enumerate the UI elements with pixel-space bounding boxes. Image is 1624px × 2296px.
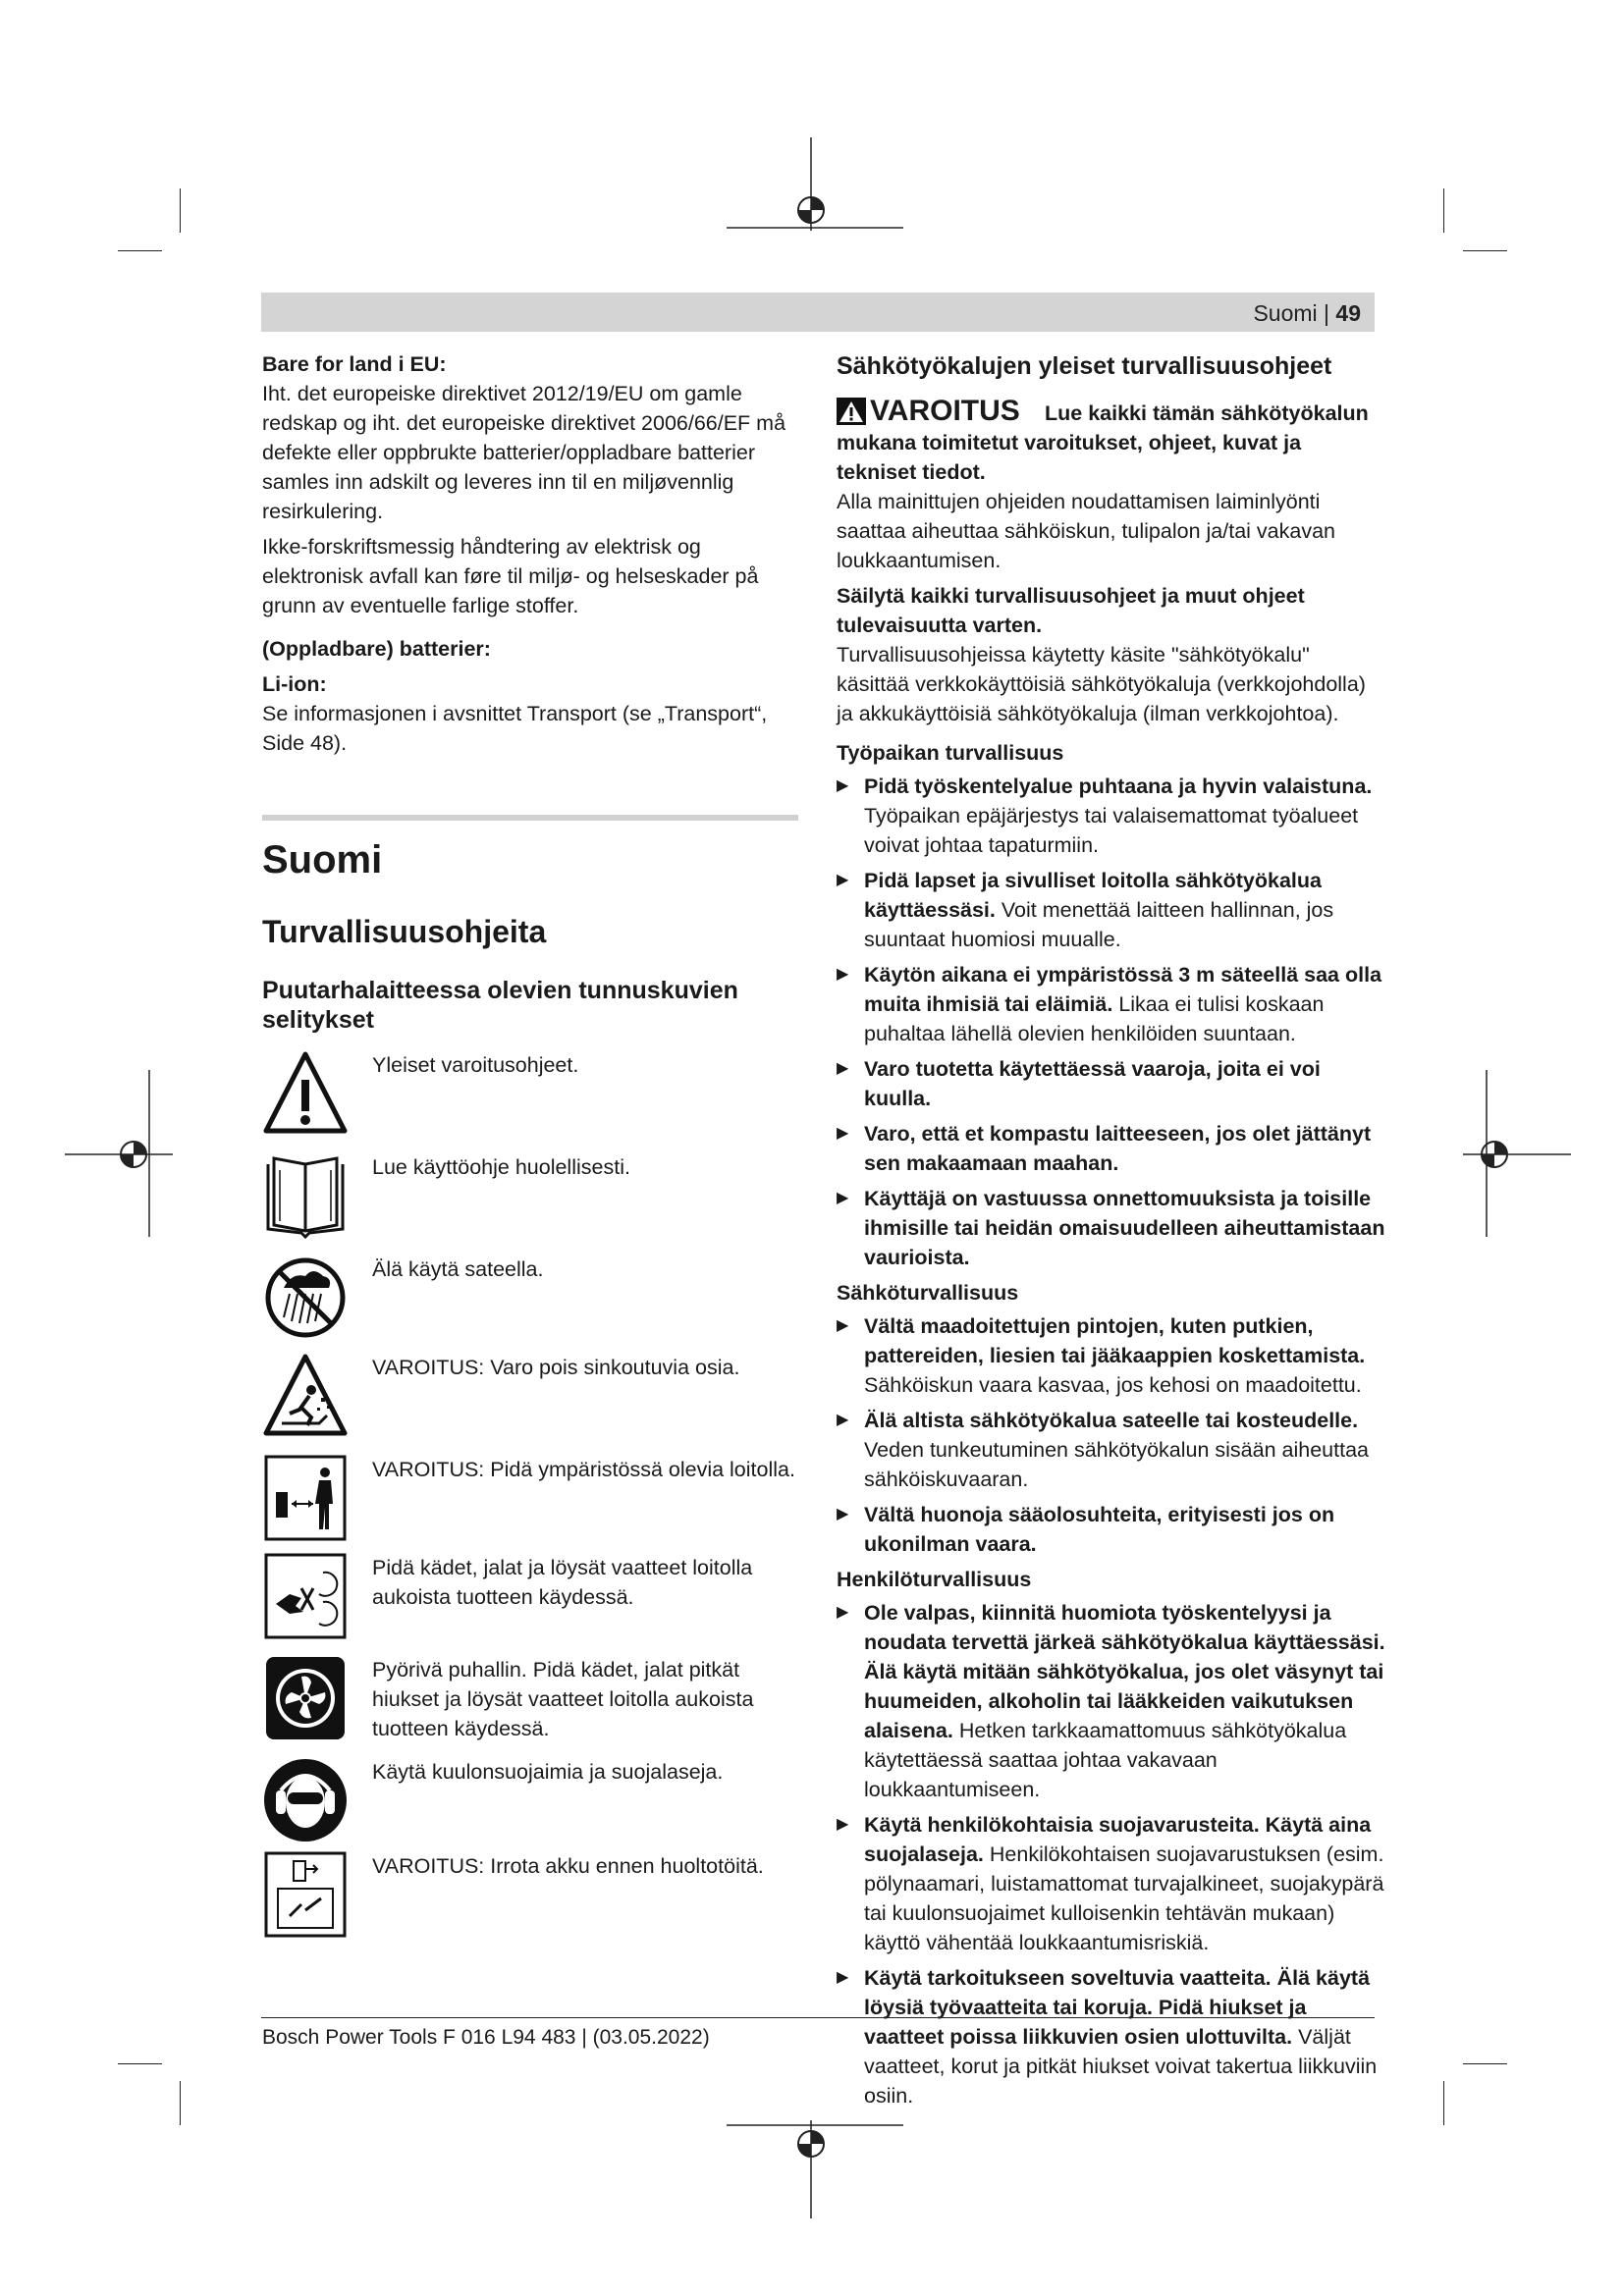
registration-mark-icon	[1463, 1070, 1571, 1237]
bullet-bold: Älä altista sähkötyökalua sateelle tai kosteudelle.	[864, 1409, 1359, 1432]
bullet-bold: Käytä tarkoitukseen soveltuvia vaatteita. Älä käytä löysiä työvaatteita tai koruja. Pidä hiukset ja vaatteet poissa liikkuvien osien ulottuvilta.	[864, 1966, 1371, 2049]
symbol-text: Yleiset varoitusohjeet.	[372, 1053, 579, 1077]
language-title: Suomi	[262, 838, 383, 881]
bullet-bold: Käytä henkilökohtaisia suojavarusteita. Käytä aina suojalaseja.	[864, 1813, 1372, 1866]
symbol-row	[262, 1351, 797, 1453]
bullet-bold: Ole valpas, kiinnitä huomiota työskentelyysi ja noudata tervettä järkeä sähkötyökalua käyttäessäsi. Älä käytä mitään sähkötyökalua, jos olet väsynyt tai huumeiden, alkoholin tai lääkkeiden vaikutuksen alaisena.	[864, 1601, 1385, 1742]
crop-mark	[1463, 2063, 1507, 2064]
section-title: Työpaikan turvallisuus	[837, 741, 1064, 765]
keep-distance-icon	[262, 1453, 349, 1543]
list-item	[837, 772, 1386, 860]
list-item	[837, 1810, 1386, 1957]
list-item	[837, 1311, 1386, 1400]
bullet-text: Hetken tarkkaamattomuus sähkötyökalua käytettäessä saattaa johtaa vakavaan loukkaantumiseen.	[864, 1719, 1347, 1801]
eu-text-2: Ikke-forskriftsmessig håndtering av elektrisk og elektronisk avfall kan føre til miljø- og helseskader på grunn av eventuelle farlige stoffer.	[262, 535, 759, 617]
symbol-row	[262, 1150, 797, 1253]
symbol-row	[262, 1755, 797, 1849]
bullet-bold: Käyttäjä on vastuussa onnettomuuksista ja toisille ihmisille tai heidän omaisuudelleen aiheuttamistaan vaurioista.	[864, 1187, 1385, 1269]
crop-mark	[1443, 2081, 1444, 2125]
bullet-bold: Varo, että et kompastu laitteeseen, jos olet jättänyt sen makaamaan maahan.	[864, 1122, 1372, 1175]
symbol-text: VAROITUS: Irrota akku ennen huoltotöitä.	[372, 1854, 764, 1878]
list-item	[837, 960, 1386, 1048]
warning-triangle-icon	[837, 398, 866, 425]
bullet-text: Sähköiskun vaara kasvaa, jos kehosi on maadoitettu.	[864, 1373, 1362, 1397]
safety-title: Turvallisuusohjeita	[262, 914, 547, 949]
bullet-bold: Pidä lapset ja sivulliset loitolla sähkötyökalua käyttäessäsi.	[864, 869, 1322, 922]
eu-text: Iht. det europeiske direktivet 2012/19/EU om gamle redskap og iht. det europeiske direktivet 2006/66/EF må defekte eller oppbrukte batterier/oppladbare batterier samles inn adskilt og leveres inn til en miljøvennlig resirkulering.	[262, 382, 786, 523]
symbol-row	[262, 1253, 797, 1351]
battery-heading: (Oppladbare) batterier:	[262, 637, 491, 661]
left-column	[262, 349, 797, 1948]
symbol-row	[262, 1653, 797, 1755]
rotating-fan-icon	[262, 1653, 349, 1743]
registration-mark-icon	[65, 1070, 173, 1237]
bullet-bold: Varo tuotetta käytettäessä vaaroja, joita ei voi kuulla.	[864, 1057, 1321, 1110]
safety-sections	[837, 738, 1386, 2110]
crop-mark	[1443, 188, 1444, 233]
warning-triangle-icon	[262, 1048, 349, 1139]
warning-label	[837, 395, 1020, 428]
page-number: 49	[1335, 300, 1361, 326]
right-column	[837, 349, 1386, 2116]
no-rain-icon	[262, 1253, 349, 1343]
symbol-row	[262, 1551, 797, 1653]
liion-heading: Li-ion:	[262, 672, 327, 696]
page-header	[261, 293, 1375, 332]
general-safety-heading: Sähkötyökalujen yleiset turvallisuusohjeet	[837, 352, 1332, 380]
page-header-label: Suomi | 49	[1253, 300, 1361, 326]
symbol-row	[262, 1849, 797, 1948]
footer-text: Bosch Power Tools F 016 L94 483 | (03.05.2022)	[262, 2026, 710, 2049]
bullet-bold: Käytön aikana ei ympäristössä 3 m säteellä saa olla muita ihmisiä tai eläimiä.	[864, 963, 1382, 1016]
list-item	[837, 1598, 1386, 1804]
crop-mark	[1463, 250, 1507, 251]
warning-label-text: VAROITUS	[870, 395, 1020, 427]
symbol-text: VAROITUS: Varo pois sinkoutuvia osia.	[372, 1356, 740, 1379]
bullet-bold: Vältä huonoja sääolosuhteita, erityisesti jos on ukonilman vaara.	[864, 1503, 1335, 1556]
bullet-text: Veden tunkeutuminen sähkötyökalun sisään aiheuttaa sähköiskuvaaran.	[864, 1438, 1369, 1491]
term-definition: Turvallisuusohjeissa käytetty käsite "sähkötyökalu" käsittää verkkokäyttöisiä sähkötyökaluja (verkkojohdolla) ja akkukäyttöisiä sähkötyökaluja (ilman verkkojohtoa).	[837, 643, 1366, 725]
keep-hands-away-icon	[262, 1551, 349, 1641]
header-language: Suomi	[1253, 300, 1318, 326]
symbol-text: Pidä kädet, jalat ja löysät vaatteet loitolla aukoista tuotteen käydessä.	[372, 1556, 753, 1609]
bullet-text: Henkilökohtaisen suojavarustuksen (esim. pölynaamari, luistamattomat turvajalkineet, suojakypärä tai kuulonsuojaimet kulloisenkin tehtävän mukaan) käyttö vähentää loukkaantumisriskiä.	[864, 1842, 1384, 1954]
list-item	[837, 1406, 1386, 1494]
section-title: Sähköturvallisuus	[837, 1281, 1019, 1305]
bullet-text: Väljät vaatteet, korut ja pitkät hiukset voivat takertua liikkuviin osiin.	[864, 2025, 1378, 2108]
section-divider	[262, 815, 798, 821]
symbol-text: Käytä kuulonsuojaimia ja suojalaseja.	[372, 1760, 724, 1784]
keep-instructions: Säilytä kaikki turvallisuusohjeet ja muut ohjeet tulevaisuutta varten.	[837, 584, 1305, 637]
ear-eye-protection-icon	[262, 1755, 349, 1845]
symbols-title: Puutarhalaitteessa olevien tunnuskuvien selitykset	[262, 977, 738, 1034]
symbol-row	[262, 1048, 797, 1150]
liion-text: Se informasjonen i avsnittet Transport (se „Transport“, Side 48).	[262, 702, 768, 755]
crop-mark	[118, 250, 162, 251]
list-item	[837, 1184, 1386, 1272]
list-item	[837, 1500, 1386, 1559]
list-item	[837, 1054, 1386, 1113]
symbol-row	[262, 1453, 797, 1551]
registration-mark-icon	[727, 137, 903, 285]
eu-heading: Bare for land i EU:	[262, 352, 447, 376]
list-item	[837, 1963, 1386, 2110]
symbol-text: Älä käytä sateella.	[372, 1257, 544, 1281]
warning-bold: Lue kaikki tämän sähkötyökalun mukana toimitetut varoitukset, ohjeet, kuvat ja tekniset tiedot.	[837, 401, 1369, 484]
bullet-bold: Pidä työskentelyalue puhtaana ja hyvin valaistuna.	[864, 774, 1373, 798]
section-title: Henkilöturvallisuus	[837, 1568, 1032, 1591]
list-item	[837, 1119, 1386, 1178]
list-item	[837, 866, 1386, 954]
bullet-text: Voit menettää laitteen hallinnan, jos suuntaat huomiosi muualle.	[864, 898, 1334, 951]
flying-objects-icon	[262, 1351, 349, 1441]
warning-text: Alla mainittujen ohjeiden noudattamisen laiminlyönti saattaa aiheuttaa sähköiskun, tulipalon ja/tai vakavan loukkaantumisen.	[837, 490, 1335, 572]
crop-mark	[180, 188, 181, 233]
symbol-text: Lue käyttöohje huolellisesti.	[372, 1155, 630, 1179]
crop-mark	[118, 2063, 162, 2064]
bullet-bold: Vältä maadoitettujen pintojen, kuten putkien, pattereiden, liesien tai jääkaappien koskettamista.	[864, 1314, 1366, 1367]
crop-mark	[180, 2081, 181, 2125]
manual-book-icon	[262, 1150, 349, 1241]
symbol-text: VAROITUS: Pidä ympäristössä olevia loitolla.	[372, 1458, 795, 1481]
warning-block	[837, 393, 1386, 448]
bullet-text: Työpaikan epäjärjestys tai valaisemattomat työalueet voivat johtaa tapaturmiin.	[864, 804, 1359, 857]
symbol-text: Pyörivä puhallin. Pidä kädet, jalat pitkät hiukset ja löysät vaatteet loitolla aukoista tuotteen käydessä.	[372, 1658, 754, 1740]
bullet-text: Likaa ei tulisi koskaan puhaltaa lähellä olevien henkilöiden suuntaan.	[864, 992, 1325, 1045]
symbol-list	[262, 1048, 797, 1948]
remove-battery-icon	[262, 1849, 349, 1940]
footer-divider	[261, 2017, 1375, 2018]
